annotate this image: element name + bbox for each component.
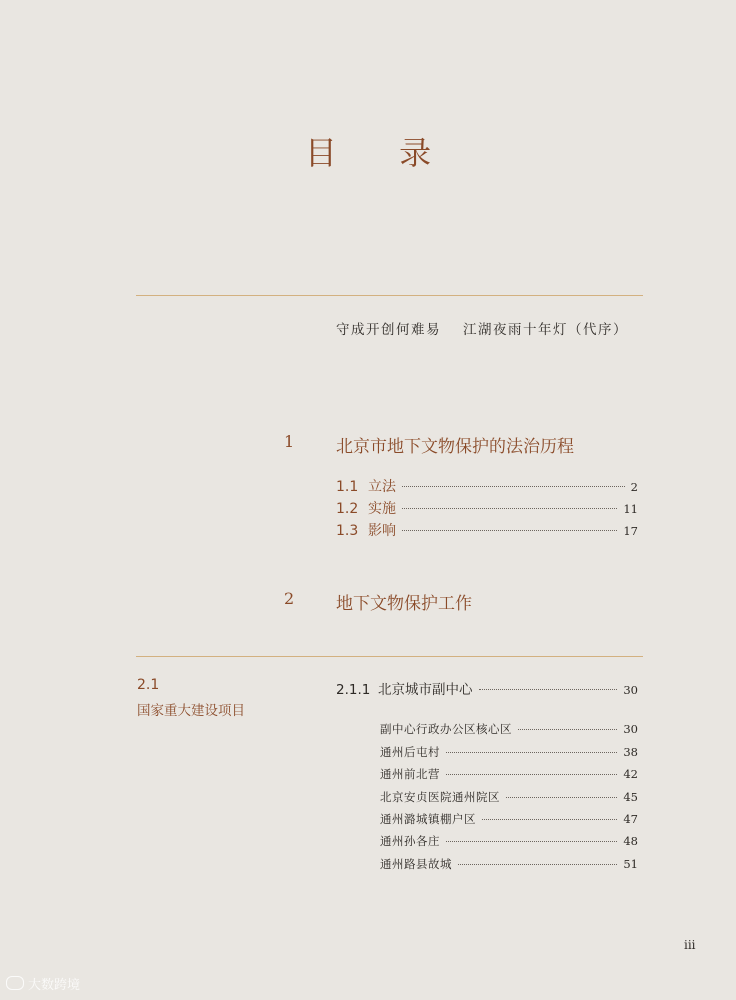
toc-item[interactable]	[380, 811, 638, 827]
chapter-2-number: 2	[284, 589, 295, 608]
item-page: 42	[623, 767, 638, 781]
entry-number: 1.3	[336, 523, 359, 539]
dot-leader	[446, 774, 617, 775]
watermark	[6, 974, 80, 993]
page-title: 目 录	[304, 134, 458, 172]
chapter-1-number: 1	[284, 432, 295, 451]
entry-page: 30	[623, 683, 638, 697]
toc-entry-1-3[interactable]	[336, 520, 638, 538]
dot-leader	[402, 508, 617, 509]
entry-number: 2.1.1	[336, 682, 371, 698]
toc-entry-1-1[interactable]	[336, 476, 638, 494]
toc-item[interactable]	[380, 856, 638, 872]
item-label: 通州路县故城	[380, 857, 452, 871]
item-label: 通州潞城镇棚户区	[380, 812, 476, 826]
item-page: 30	[623, 722, 638, 736]
watermark-text: 大数跨境	[28, 978, 81, 993]
entry-number: 1.1	[336, 479, 359, 495]
section-title[interactable]: 国家重大建设项目	[137, 703, 245, 719]
entry-label: 影响	[368, 523, 396, 539]
entry-page: 2	[630, 480, 638, 494]
toc-item[interactable]	[380, 789, 638, 805]
item-label: 副中心行政办公区核心区	[380, 722, 512, 736]
toc-entry-1-2[interactable]	[336, 498, 638, 516]
item-page: 45	[623, 790, 638, 804]
dot-leader	[479, 689, 618, 690]
toc-item[interactable]	[380, 744, 638, 760]
entry-number: 1.2	[336, 501, 359, 517]
toc-item[interactable]	[380, 721, 638, 737]
item-page: 38	[623, 745, 638, 759]
dot-leader	[518, 729, 617, 730]
preface-part2: 江湖夜雨十年灯（代序）	[463, 322, 628, 338]
dot-leader	[446, 841, 617, 842]
toc-entry-2-1-1[interactable]	[336, 678, 638, 698]
page-folio: iii	[684, 938, 696, 952]
preface-entry[interactable]	[336, 318, 636, 338]
chapter-2-title[interactable]: 地下文物保护工作	[336, 594, 472, 614]
dot-leader	[446, 752, 617, 753]
item-label: 通州后屯村	[380, 745, 440, 759]
dot-leader	[482, 819, 617, 820]
toc-item[interactable]	[380, 766, 638, 782]
preface-part1: 守成开创何难易	[336, 322, 441, 338]
item-label: 北京安贞医院通州院区	[380, 790, 500, 804]
section-divider	[136, 656, 643, 657]
entry-page: 11	[623, 502, 638, 516]
entry-label: 北京城市副中心	[378, 682, 473, 698]
item-page: 51	[623, 857, 638, 871]
entry-label: 立法	[368, 479, 396, 495]
entry-label: 实施	[368, 501, 396, 517]
item-label: 通州孙各庄	[380, 834, 440, 848]
item-label: 通州前北营	[380, 767, 440, 781]
toc-item[interactable]	[380, 833, 638, 849]
dot-leader	[402, 530, 617, 531]
dot-leader	[458, 864, 617, 865]
dot-leader	[506, 797, 617, 798]
chapter-1-title[interactable]: 北京市地下文物保护的法治历程	[336, 437, 574, 457]
top-divider	[136, 295, 643, 296]
item-page: 47	[623, 812, 638, 826]
entry-page: 17	[623, 524, 638, 538]
dot-leader	[402, 486, 625, 487]
item-page: 48	[623, 834, 638, 848]
section-number: 2.1	[137, 677, 160, 693]
watermark-logo-icon	[6, 976, 24, 990]
